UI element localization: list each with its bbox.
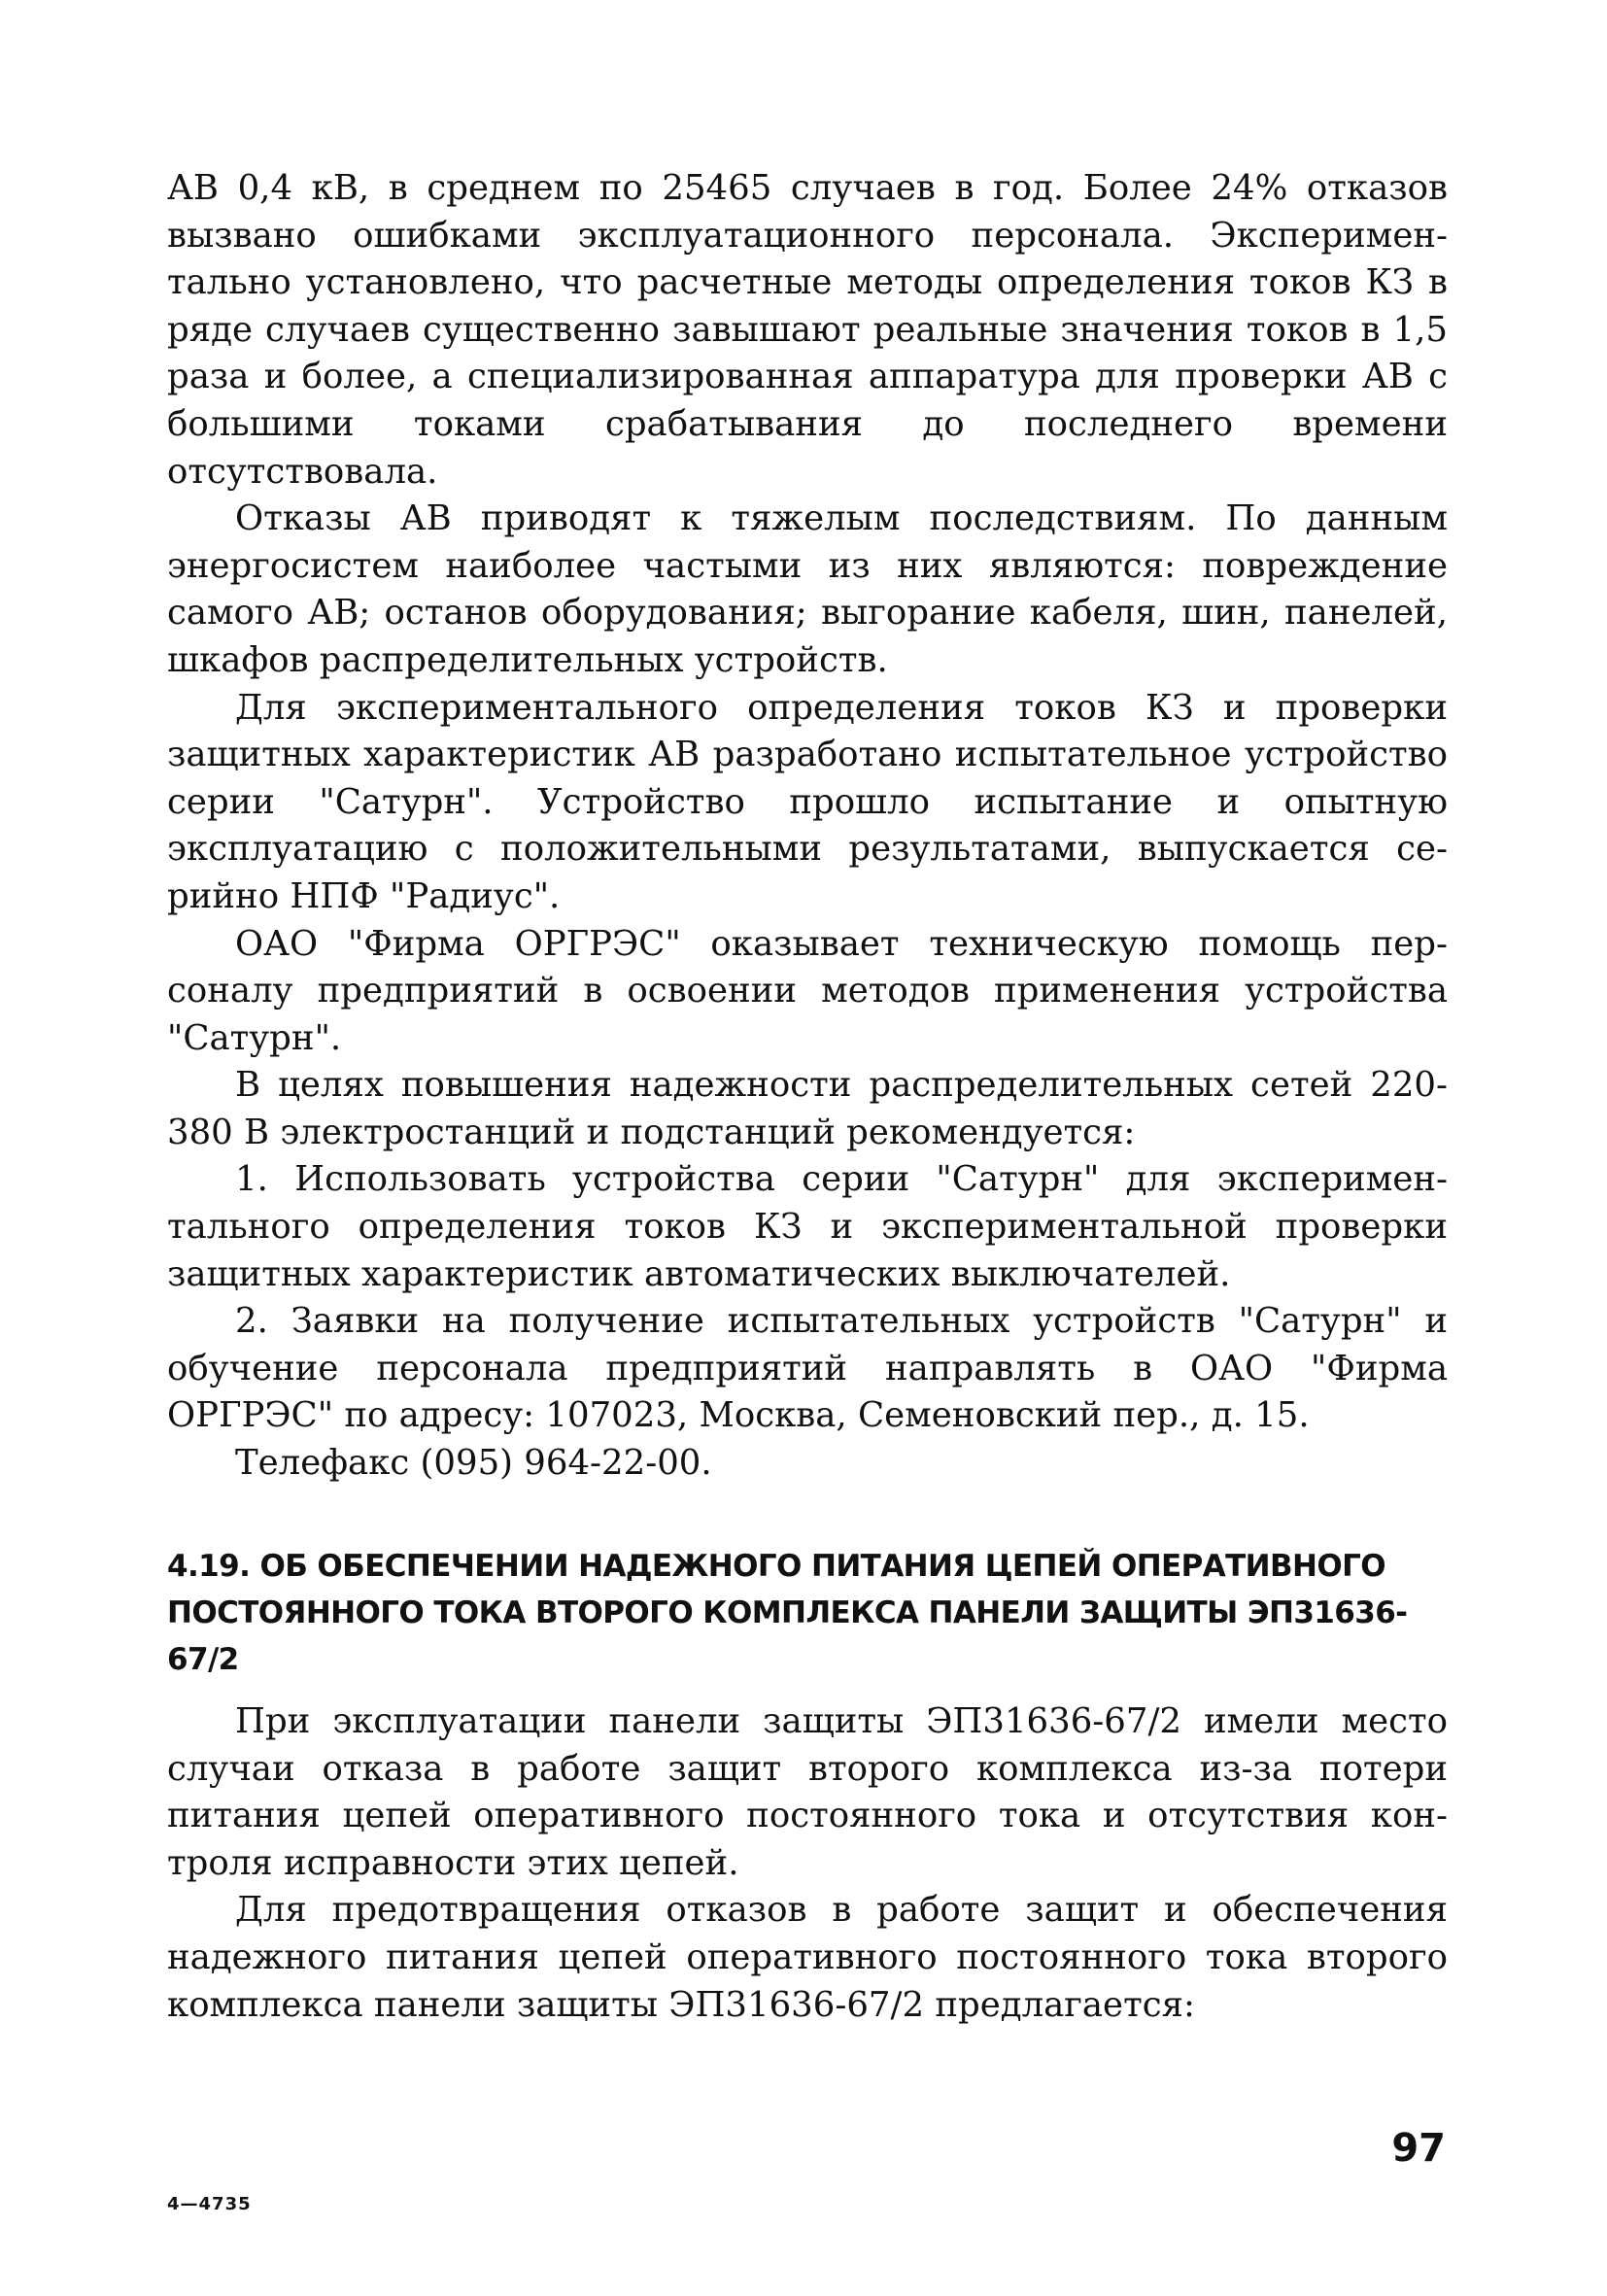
paragraph: При эксплуатации панели защиты ЭП31636-67/2 имели место случаи отказа в работе защит второго комплекса из-за потери питания цепей оперативного постоянного тока и отсутствия контроля исправности этих цепей.: [167, 1701, 1448, 1883]
printer-signature: 4—4735: [167, 2194, 252, 2214]
section-heading: 4.19. ОБ ОБЕСПЕЧЕНИИ НАДЕЖНОГО ПИТАНИЯ ЦЕПЕЙ ОПЕРАТИВНОГО ПОСТОЯННОГО ТОКА ВТОРОГО КОМПЛЕКСА ПАНЕЛИ ЗАЩИТЫ ЭП31636-67/2: [167, 1549, 1408, 1677]
paragraph: Телефакс (095) 964-22-00.: [235, 1443, 712, 1484]
paragraph: ОАО "Фирма ОРГРЭС" оказывает техническую помощь персоналу предприятий в освоении методов применения устройства "Сатурн".: [167, 923, 1448, 1058]
page-number: 97: [1391, 2126, 1446, 2171]
list-item: 2. Заявки на получение испытательных устройств "Сатурн" и обучение персонала предприятий направлять в ОАО "Фирма ОРГРЭС" по адресу: 107023, Москва, Семеновский пер., д. 15.: [167, 1301, 1448, 1436]
paragraph: АВ 0,4 кВ, в среднем по 25465 случаев в год. Более 24% отказов вызвано ошибками эксплуатационного персонала. Экспериментально установлено, что расчетные методы определения токов КЗ в ряде случаев существенно завышают реальные значения токов в 1,5 раза и более, а специализированная аппаратура для проверки АВ с большими токами срабатывания до последнего времени отсутствовала.: [167, 168, 1448, 492]
body-text: [167, 165, 1448, 1488]
section-text: [167, 1698, 1448, 2029]
paragraph: Для предотвращения отказов в работе защит и обеспечения надежного питания цепей оперативного постоянного тока второго комплекса панели защиты ЭП31636-67/2 предлагается:: [167, 1890, 1448, 2025]
paragraph: Для экспериментального определения токов КЗ и проверки защитных характеристик АВ разработано испытательное устройство серии "Сатурн". Устройство прошло испытание и опытную эксплуатацию с положительными результатами, выпускается серийно НПФ "Радиус".: [167, 687, 1448, 916]
paragraph: Отказы АВ приводят к тяжелым последствиям. По данным энергосистем наиболее частыми из них являются: повреждение самого АВ; останов оборудования; выгорание кабеля, шин, панелей, шкафов распределительных устройств.: [167, 498, 1448, 680]
list-item: 1. Использовать устройства серии "Сатурн" для экспериментального определения токов КЗ и экспериментальной проверки защитных характеристик автоматических выключателей.: [167, 1159, 1448, 1294]
paragraph: В целях повышения надежности распределительных сетей 220-380 В электростанций и подстанций рекомендуется:: [167, 1065, 1448, 1152]
